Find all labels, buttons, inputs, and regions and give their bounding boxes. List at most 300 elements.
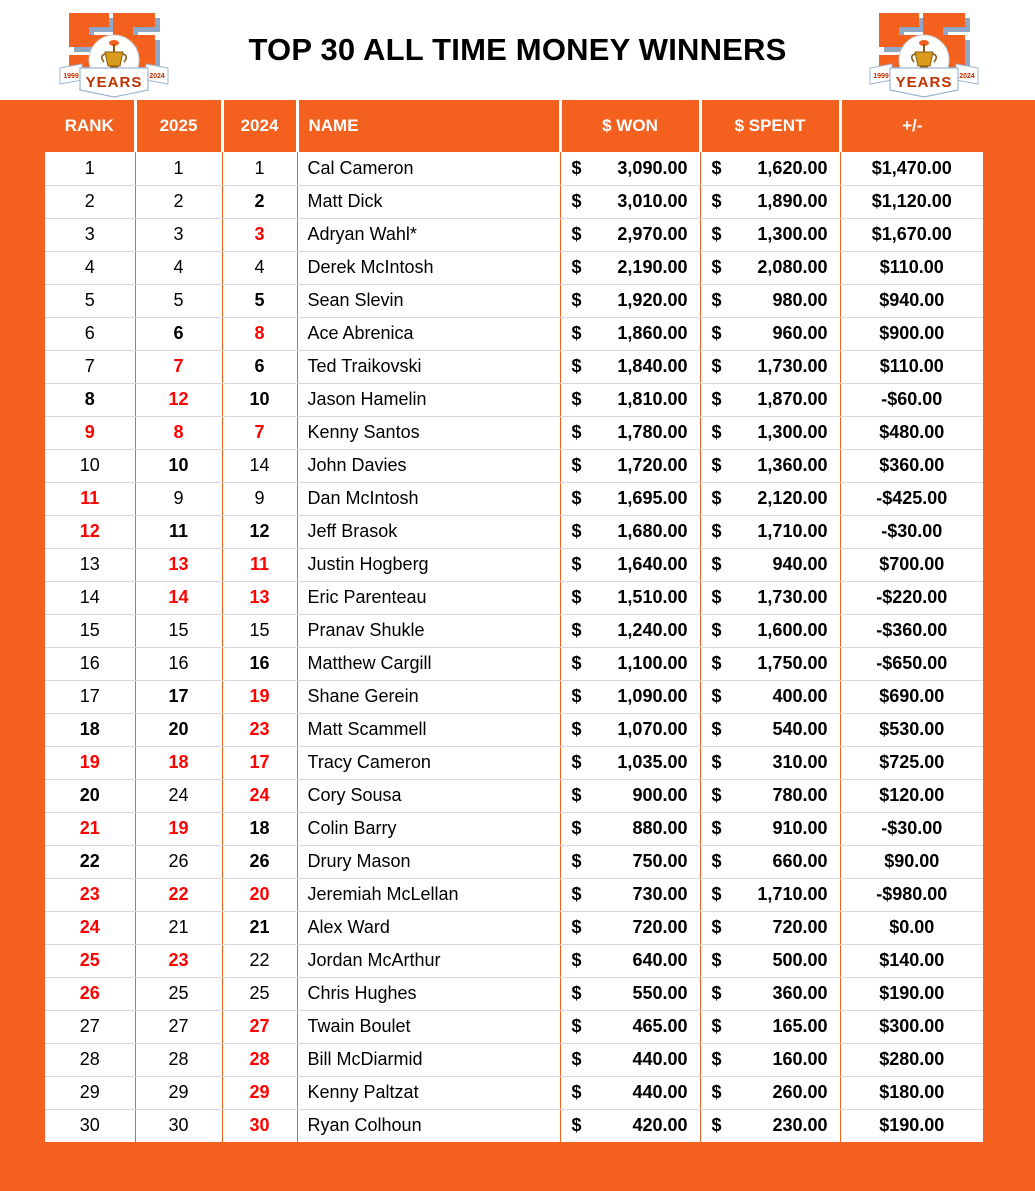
- cell-money-spent: [700, 152, 840, 185]
- cell-money-spent: [700, 350, 840, 383]
- cell-player-name: Jeff Brasok: [297, 515, 560, 548]
- cell-rank-2024: 12: [222, 515, 297, 548]
- cell-rank: 17: [45, 680, 135, 713]
- cell-rank-2025: 19: [135, 812, 222, 845]
- currency-symbol: $: [711, 686, 722, 706]
- column-header-2024[interactable]: 2024: [222, 100, 297, 152]
- currency-symbol: $: [571, 257, 582, 277]
- logo-year-end: 2024: [149, 73, 165, 80]
- cell-rank: 1: [45, 152, 135, 185]
- currency-symbol: $: [571, 653, 582, 673]
- currency-symbol: $: [571, 1082, 582, 1102]
- cell-player-name: Eric Parenteau: [297, 581, 560, 614]
- currency-symbol: $: [571, 884, 582, 904]
- table-row: [45, 1076, 983, 1109]
- cell-rank-2025: 22: [135, 878, 222, 911]
- amount-value: 2,080.00: [757, 257, 828, 277]
- cell-money-won: [560, 152, 700, 185]
- currency-symbol: $: [711, 389, 722, 409]
- cell-money-won: [560, 779, 700, 812]
- currency-symbol: $: [711, 1082, 722, 1102]
- leaderboard-table-wrapper: [45, 100, 983, 1142]
- amount-value: 880.00: [632, 818, 688, 838]
- cell-rank-2024: 26: [222, 845, 297, 878]
- table-row: [45, 548, 983, 581]
- currency-symbol: $: [571, 422, 582, 442]
- cell-money-won: [560, 1010, 700, 1043]
- amount-value: 910.00: [772, 818, 828, 838]
- currency-symbol: $: [711, 587, 722, 607]
- cell-rank: 29: [45, 1076, 135, 1109]
- currency-symbol: $: [711, 620, 722, 640]
- cell-rank-2025: 7: [135, 350, 222, 383]
- table-row: [45, 1043, 983, 1076]
- amount-value: 1,730.00: [757, 356, 828, 376]
- cell-rank-2024: 16: [222, 647, 297, 680]
- amount-value: 1,360.00: [757, 455, 828, 475]
- table-row: [45, 482, 983, 515]
- amount-value: 900.00: [632, 785, 688, 805]
- amount-value: 1,750.00: [757, 653, 828, 673]
- cell-player-name: Derek McIntosh: [297, 251, 560, 284]
- cell-rank: 4: [45, 251, 135, 284]
- cell-money-spent: [700, 878, 840, 911]
- anniversary-logo-left: [52, 2, 176, 98]
- table-row: [45, 647, 983, 680]
- cell-player-name: Pranav Shukle: [297, 614, 560, 647]
- cell-rank-2025: 12: [135, 383, 222, 416]
- currency-symbol: $: [571, 224, 582, 244]
- cell-rank: 22: [45, 845, 135, 878]
- currency-symbol: $: [571, 785, 582, 805]
- amount-value: 660.00: [772, 851, 828, 871]
- cell-money-won: [560, 1076, 700, 1109]
- anniversary-logo-right: [862, 2, 986, 98]
- cell-player-name: Sean Slevin: [297, 284, 560, 317]
- cell-rank-2025: 18: [135, 746, 222, 779]
- amount-value: 3,010.00: [617, 191, 688, 211]
- cell-money-spent: [700, 416, 840, 449]
- table-row: [45, 845, 983, 878]
- currency-symbol: $: [571, 1115, 582, 1136]
- table-row: [45, 614, 983, 647]
- cell-rank: 24: [45, 911, 135, 944]
- cell-money-spent: [700, 812, 840, 845]
- cell-player-name: Ryan Colhoun: [297, 1109, 560, 1142]
- amount-value: 1,870.00: [757, 389, 828, 409]
- amount-value: 400.00: [772, 686, 828, 706]
- cell-rank-2024: 22: [222, 944, 297, 977]
- cell-money-won: [560, 647, 700, 680]
- cell-money-won: [560, 944, 700, 977]
- logo-year-end: 2024: [959, 73, 975, 80]
- table-row: [45, 152, 983, 185]
- currency-symbol: $: [711, 157, 722, 178]
- amount-value: 1,695.00: [617, 488, 688, 508]
- amount-value: 1,730.00: [757, 587, 828, 607]
- cell-rank-2024: 20: [222, 878, 297, 911]
- amount-value: 720.00: [772, 917, 828, 937]
- cell-money-diff: $1,470.00: [840, 152, 983, 185]
- cell-money-won: [560, 581, 700, 614]
- currency-symbol: $: [711, 1115, 722, 1136]
- cell-rank-2024: 23: [222, 713, 297, 746]
- cell-rank-2025: 10: [135, 449, 222, 482]
- cell-rank: 15: [45, 614, 135, 647]
- cell-money-diff: $900.00: [840, 317, 983, 350]
- currency-symbol: $: [711, 653, 722, 673]
- amount-value: 1,070.00: [617, 719, 688, 739]
- cell-rank-2025: 20: [135, 713, 222, 746]
- table-row: [45, 911, 983, 944]
- cell-player-name: Jordan McArthur: [297, 944, 560, 977]
- cell-player-name: Tracy Cameron: [297, 746, 560, 779]
- currency-symbol: $: [711, 323, 722, 343]
- cell-rank-2024: 30: [222, 1109, 297, 1142]
- cell-rank: 11: [45, 482, 135, 515]
- column-header-won[interactable]: $ WON: [560, 100, 700, 152]
- table-row: [45, 812, 983, 845]
- cell-rank-2024: 1: [222, 152, 297, 185]
- table-row: [45, 284, 983, 317]
- currency-symbol: $: [711, 290, 722, 310]
- amount-value: 1,090.00: [617, 686, 688, 706]
- cell-rank-2025: 8: [135, 416, 222, 449]
- cell-money-spent: [700, 977, 840, 1010]
- amount-value: 1,840.00: [617, 356, 688, 376]
- cell-player-name: Jason Hamelin: [297, 383, 560, 416]
- cell-rank-2024: 19: [222, 680, 297, 713]
- currency-symbol: $: [711, 851, 722, 871]
- cell-rank: 25: [45, 944, 135, 977]
- cell-rank-2025: 28: [135, 1043, 222, 1076]
- amount-value: 1,620.00: [757, 157, 828, 178]
- table-row: [45, 779, 983, 812]
- cell-rank-2024: 2: [222, 185, 297, 218]
- cell-rank-2025: 9: [135, 482, 222, 515]
- currency-symbol: $: [571, 917, 582, 937]
- cell-money-won: [560, 1109, 700, 1142]
- cell-money-won: [560, 482, 700, 515]
- currency-symbol: $: [711, 356, 722, 376]
- cell-money-spent: [700, 746, 840, 779]
- cell-money-spent: [700, 317, 840, 350]
- amount-value: 165.00: [772, 1016, 828, 1036]
- cell-money-won: [560, 878, 700, 911]
- amount-value: 440.00: [632, 1049, 688, 1069]
- amount-value: 1,890.00: [757, 191, 828, 211]
- cell-rank-2024: 8: [222, 317, 297, 350]
- cell-rank-2025: 6: [135, 317, 222, 350]
- currency-symbol: $: [571, 455, 582, 475]
- currency-symbol: $: [571, 950, 582, 970]
- header-row: [45, 100, 983, 152]
- cell-money-spent: [700, 647, 840, 680]
- table-row: [45, 317, 983, 350]
- cell-rank: 23: [45, 878, 135, 911]
- cell-money-diff: $940.00: [840, 284, 983, 317]
- cell-rank: 20: [45, 779, 135, 812]
- cell-rank: 16: [45, 647, 135, 680]
- cell-money-spent: [700, 581, 840, 614]
- cell-rank-2025: 2: [135, 185, 222, 218]
- amount-value: 1,510.00: [617, 587, 688, 607]
- cell-rank-2024: 17: [222, 746, 297, 779]
- cell-money-spent: [700, 614, 840, 647]
- currency-symbol: $: [571, 620, 582, 640]
- currency-symbol: $: [711, 422, 722, 442]
- table-row: [45, 251, 983, 284]
- amount-value: 1,860.00: [617, 323, 688, 343]
- table-row: [45, 449, 983, 482]
- currency-symbol: $: [711, 983, 722, 1003]
- cell-money-diff: $725.00: [840, 746, 983, 779]
- cell-player-name: Adryan Wahl*: [297, 218, 560, 251]
- cell-rank: 28: [45, 1043, 135, 1076]
- cell-money-diff: $0.00: [840, 911, 983, 944]
- cell-rank-2024: 4: [222, 251, 297, 284]
- currency-symbol: $: [571, 290, 582, 310]
- cell-player-name: Colin Barry: [297, 812, 560, 845]
- currency-symbol: $: [711, 257, 722, 277]
- currency-symbol: $: [711, 191, 722, 211]
- table-row: [45, 218, 983, 251]
- cell-player-name: John Davies: [297, 449, 560, 482]
- currency-symbol: $: [711, 719, 722, 739]
- amount-value: 1,920.00: [617, 290, 688, 310]
- table-row: [45, 944, 983, 977]
- cell-rank-2025: 11: [135, 515, 222, 548]
- cell-player-name: Matthew Cargill: [297, 647, 560, 680]
- cell-rank-2024: 27: [222, 1010, 297, 1043]
- cell-money-diff: $700.00: [840, 548, 983, 581]
- table-row: [45, 416, 983, 449]
- table-row: [45, 581, 983, 614]
- cell-rank-2025: 21: [135, 911, 222, 944]
- cell-rank-2024: 29: [222, 1076, 297, 1109]
- currency-symbol: $: [571, 554, 582, 574]
- cell-rank: 3: [45, 218, 135, 251]
- amount-value: 230.00: [772, 1115, 828, 1136]
- cell-player-name: Justin Hogberg: [297, 548, 560, 581]
- cell-player-name: Dan McIntosh: [297, 482, 560, 515]
- column-header-diff[interactable]: +/-: [840, 100, 983, 152]
- cell-rank-2025: 24: [135, 779, 222, 812]
- cell-money-diff: -$60.00: [840, 383, 983, 416]
- cell-money-diff: $480.00: [840, 416, 983, 449]
- currency-symbol: $: [571, 389, 582, 409]
- amount-value: 500.00: [772, 950, 828, 970]
- cell-rank-2024: 10: [222, 383, 297, 416]
- cell-money-spent: [700, 1109, 840, 1142]
- cell-money-spent: [700, 845, 840, 878]
- cell-rank-2024: 6: [222, 350, 297, 383]
- cell-money-won: [560, 680, 700, 713]
- cell-rank-2025: 17: [135, 680, 222, 713]
- cell-money-won: [560, 185, 700, 218]
- cell-rank-2024: 14: [222, 449, 297, 482]
- cell-money-won: [560, 449, 700, 482]
- cell-money-won: [560, 911, 700, 944]
- column-header-name[interactable]: NAME: [297, 100, 560, 152]
- cell-rank-2024: 13: [222, 581, 297, 614]
- amount-value: 720.00: [632, 917, 688, 937]
- table-row: [45, 1109, 983, 1142]
- amount-value: 980.00: [772, 290, 828, 310]
- cell-player-name: Jeremiah McLellan: [297, 878, 560, 911]
- cell-money-spent: [700, 911, 840, 944]
- amount-value: 1,710.00: [757, 521, 828, 541]
- amount-value: 1,300.00: [757, 224, 828, 244]
- currency-symbol: $: [711, 1016, 722, 1036]
- cell-money-diff: $300.00: [840, 1010, 983, 1043]
- table-row: [45, 746, 983, 779]
- currency-symbol: $: [711, 224, 722, 244]
- column-header-2025[interactable]: 2025: [135, 100, 222, 152]
- table-row: [45, 878, 983, 911]
- table-row: [45, 383, 983, 416]
- cell-money-diff: $530.00: [840, 713, 983, 746]
- cell-rank-2024: 7: [222, 416, 297, 449]
- table-row: [45, 1010, 983, 1043]
- currency-symbol: $: [711, 917, 722, 937]
- amount-value: 2,120.00: [757, 488, 828, 508]
- cell-rank-2024: 11: [222, 548, 297, 581]
- column-header-rank[interactable]: RANK: [45, 100, 135, 152]
- cell-rank-2024: 15: [222, 614, 297, 647]
- cell-money-diff: $190.00: [840, 977, 983, 1010]
- cell-money-won: [560, 1043, 700, 1076]
- cell-player-name: Cory Sousa: [297, 779, 560, 812]
- amount-value: 1,680.00: [617, 521, 688, 541]
- amount-value: 780.00: [772, 785, 828, 805]
- amount-value: 940.00: [772, 554, 828, 574]
- cell-money-spent: [700, 713, 840, 746]
- cell-money-diff: -$30.00: [840, 812, 983, 845]
- amount-value: 260.00: [772, 1082, 828, 1102]
- cell-rank: 6: [45, 317, 135, 350]
- currency-symbol: $: [571, 488, 582, 508]
- cell-money-won: [560, 977, 700, 1010]
- cell-rank-2024: 5: [222, 284, 297, 317]
- cell-money-diff: -$425.00: [840, 482, 983, 515]
- amount-value: 550.00: [632, 983, 688, 1003]
- amount-value: 1,100.00: [617, 653, 688, 673]
- cell-rank-2025: 1: [135, 152, 222, 185]
- cell-money-diff: $1,120.00: [840, 185, 983, 218]
- cell-rank-2025: 14: [135, 581, 222, 614]
- logo-year-start: 1999: [873, 73, 889, 80]
- cell-money-spent: [700, 680, 840, 713]
- amount-value: 1,035.00: [617, 752, 688, 772]
- cell-player-name: Kenny Paltzat: [297, 1076, 560, 1109]
- amount-value: 1,780.00: [617, 422, 688, 442]
- cell-money-diff: $90.00: [840, 845, 983, 878]
- amount-value: 1,720.00: [617, 455, 688, 475]
- amount-value: 2,190.00: [617, 257, 688, 277]
- cell-money-spent: [700, 449, 840, 482]
- amount-value: 3,090.00: [617, 157, 688, 178]
- currency-symbol: $: [711, 785, 722, 805]
- cell-rank-2024: 24: [222, 779, 297, 812]
- cell-player-name: Matt Dick: [297, 185, 560, 218]
- cell-player-name: Matt Scammell: [297, 713, 560, 746]
- amount-value: 640.00: [632, 950, 688, 970]
- amount-value: 440.00: [632, 1082, 688, 1102]
- cell-player-name: Alex Ward: [297, 911, 560, 944]
- cell-money-won: [560, 548, 700, 581]
- currency-symbol: $: [571, 686, 582, 706]
- cell-rank: 9: [45, 416, 135, 449]
- table-header: [45, 100, 983, 152]
- cell-money-won: [560, 845, 700, 878]
- currency-symbol: $: [711, 818, 722, 838]
- amount-value: 1,640.00: [617, 554, 688, 574]
- cell-rank-2024: 21: [222, 911, 297, 944]
- table-row: [45, 350, 983, 383]
- currency-symbol: $: [571, 719, 582, 739]
- currency-symbol: $: [571, 191, 582, 211]
- cell-rank-2025: 3: [135, 218, 222, 251]
- amount-value: 360.00: [772, 983, 828, 1003]
- cell-rank: 26: [45, 977, 135, 1010]
- cell-player-name: Ted Traikovski: [297, 350, 560, 383]
- cell-rank-2024: 28: [222, 1043, 297, 1076]
- cell-money-spent: [700, 284, 840, 317]
- cell-player-name: Kenny Santos: [297, 416, 560, 449]
- cell-money-diff: $690.00: [840, 680, 983, 713]
- cell-rank: 10: [45, 449, 135, 482]
- currency-symbol: $: [571, 1016, 582, 1036]
- cell-rank: 19: [45, 746, 135, 779]
- cell-money-diff: $190.00: [840, 1109, 983, 1142]
- leaderboard-table: [45, 100, 983, 1142]
- cell-player-name: Shane Gerein: [297, 680, 560, 713]
- amount-value: 540.00: [772, 719, 828, 739]
- table-body: [45, 152, 983, 1142]
- amount-value: 1,600.00: [757, 620, 828, 640]
- column-header-spent[interactable]: $ SPENT: [700, 100, 840, 152]
- cell-money-won: [560, 416, 700, 449]
- cell-money-won: [560, 515, 700, 548]
- currency-symbol: $: [711, 455, 722, 475]
- cell-rank-2024: 3: [222, 218, 297, 251]
- cell-money-won: [560, 713, 700, 746]
- cell-money-diff: -$30.00: [840, 515, 983, 548]
- amount-value: 1,810.00: [617, 389, 688, 409]
- cell-money-diff: $110.00: [840, 350, 983, 383]
- amount-value: 2,970.00: [617, 224, 688, 244]
- cell-money-spent: [700, 383, 840, 416]
- cell-rank: 12: [45, 515, 135, 548]
- cell-rank: 18: [45, 713, 135, 746]
- table-row: [45, 713, 983, 746]
- cell-money-won: [560, 383, 700, 416]
- cell-money-won: [560, 317, 700, 350]
- cell-rank-2025: 29: [135, 1076, 222, 1109]
- cell-money-spent: [700, 1076, 840, 1109]
- cell-rank-2025: 25: [135, 977, 222, 1010]
- amount-value: 420.00: [632, 1115, 688, 1136]
- currency-symbol: $: [711, 884, 722, 904]
- currency-symbol: $: [571, 752, 582, 772]
- currency-symbol: $: [571, 851, 582, 871]
- amount-value: 730.00: [632, 884, 688, 904]
- currency-symbol: $: [571, 587, 582, 607]
- cell-rank-2025: 30: [135, 1109, 222, 1142]
- cell-money-diff: -$980.00: [840, 878, 983, 911]
- cell-money-won: [560, 251, 700, 284]
